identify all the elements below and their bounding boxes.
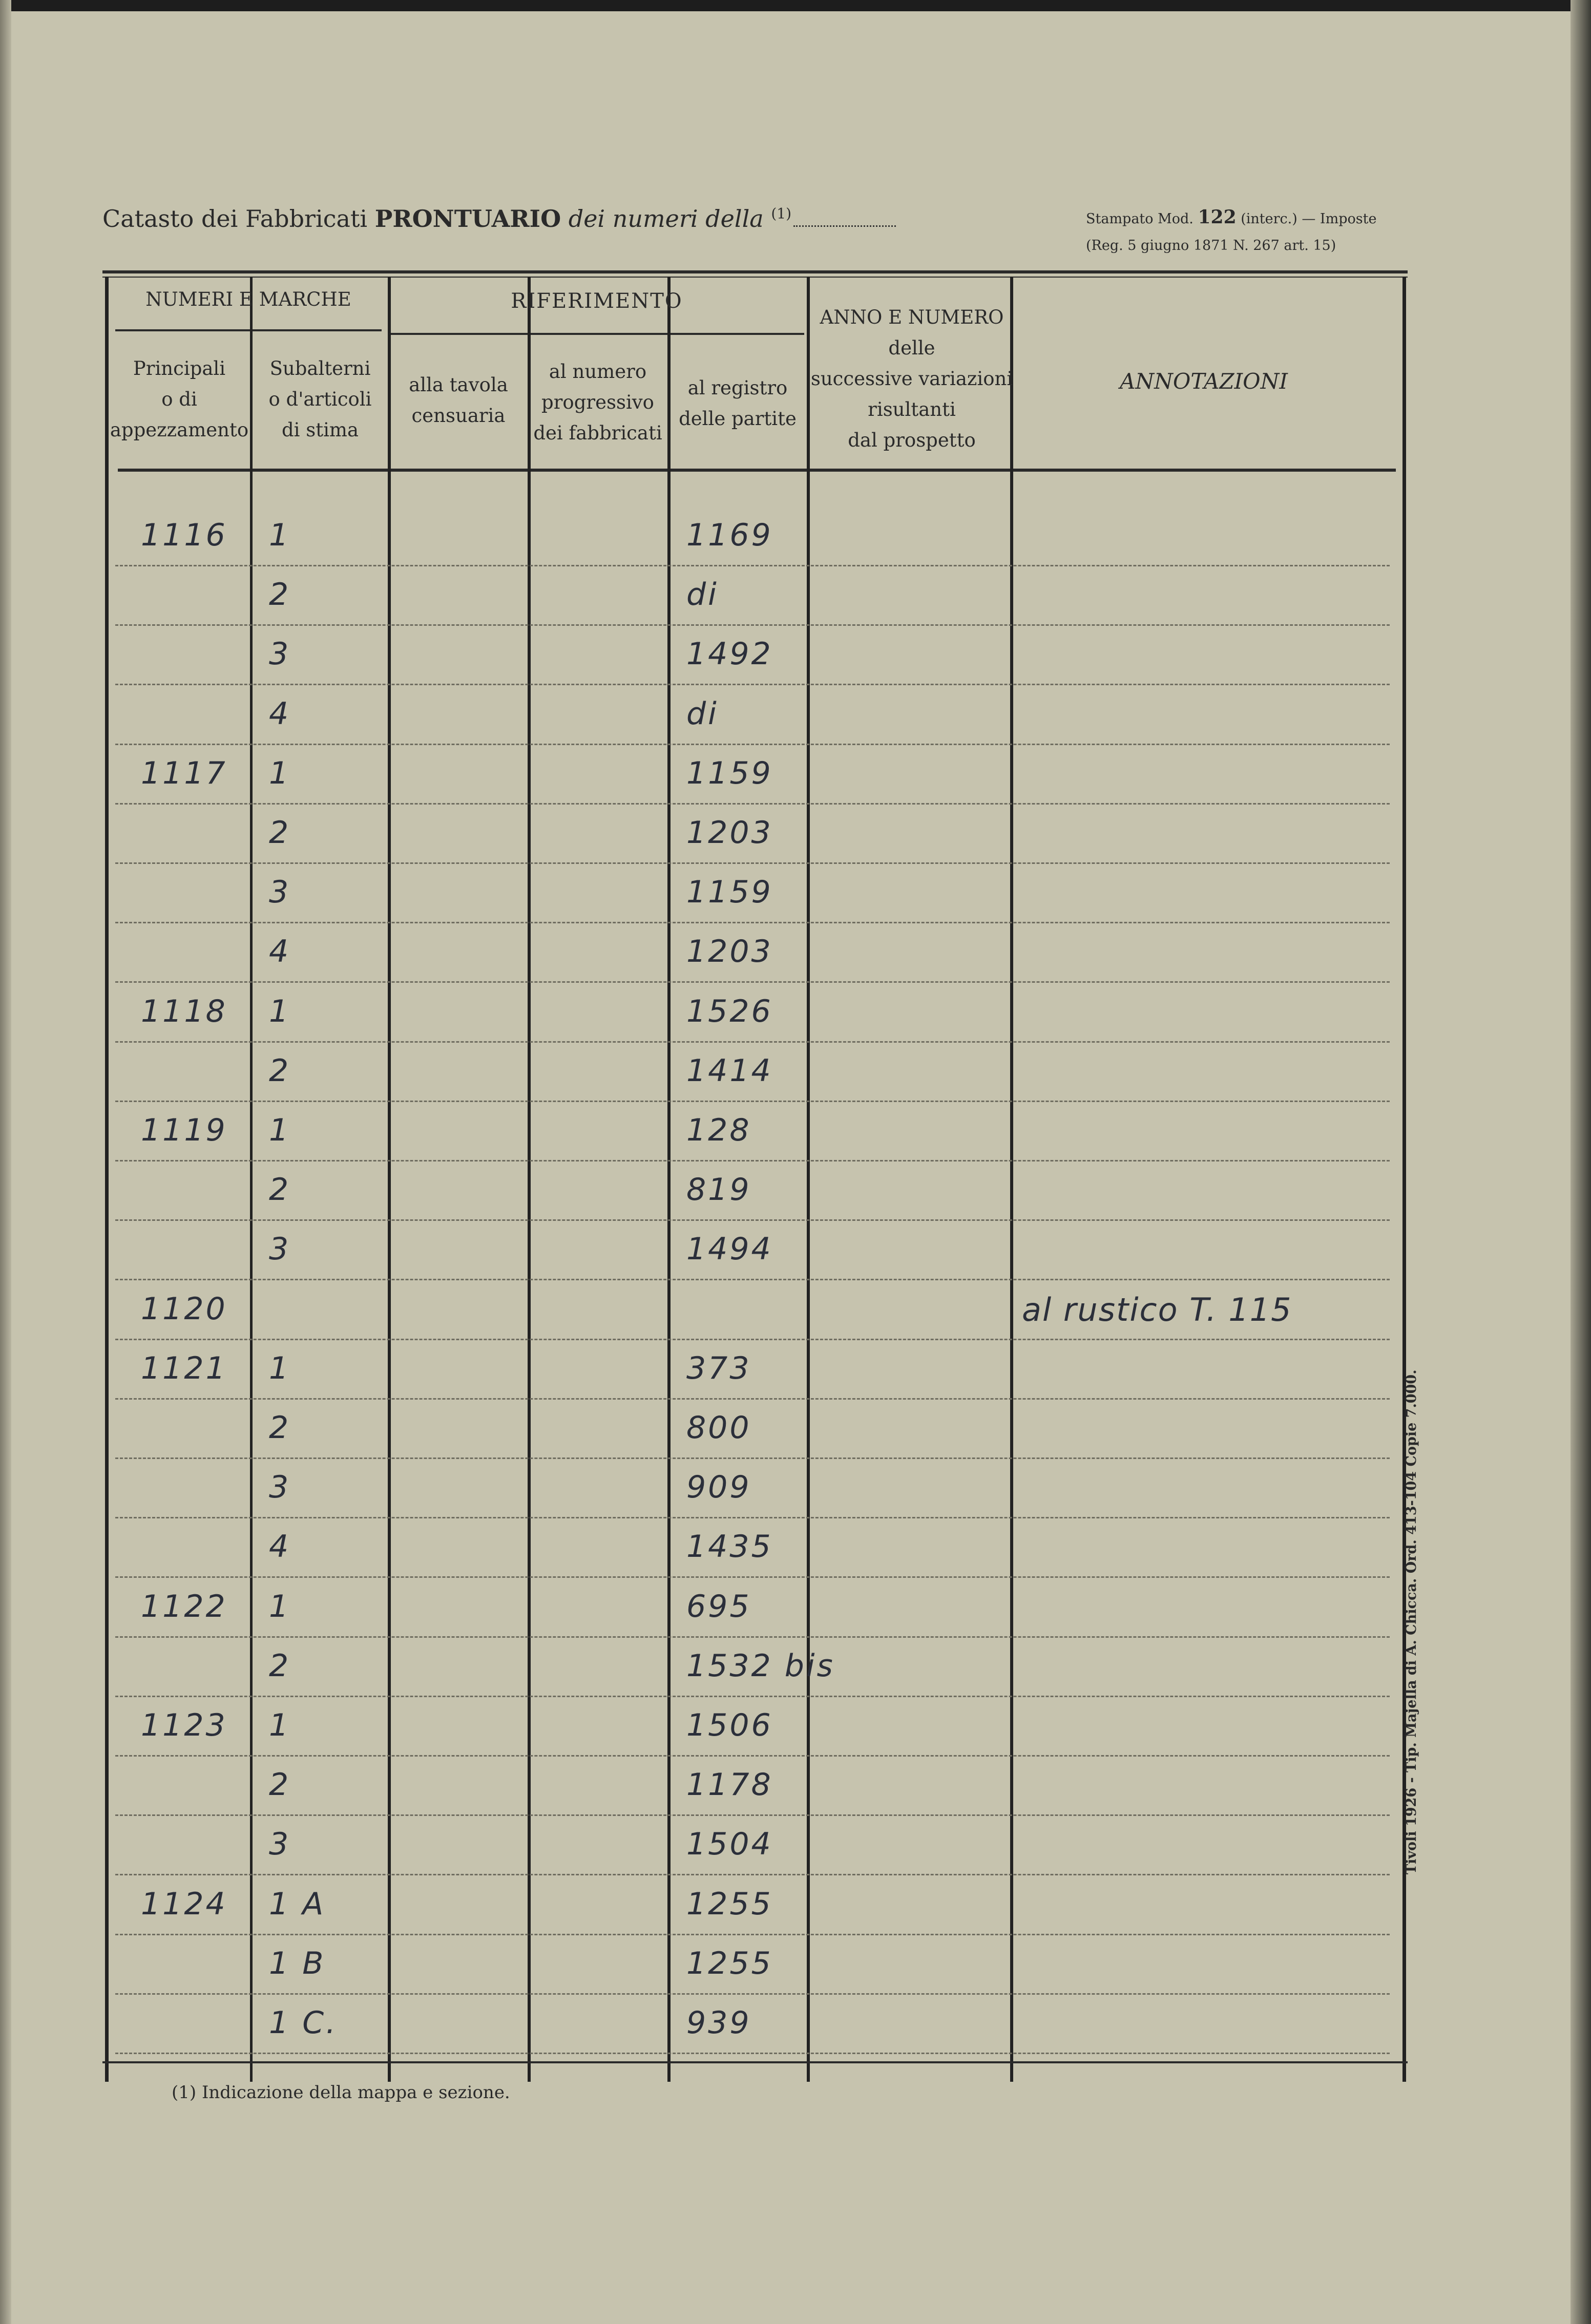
row-8-principale: 1118: [141, 994, 227, 1029]
header-numero-progressivo: [529, 356, 667, 449]
row-20-principale: 1123: [141, 1707, 227, 1743]
row-16-subalterno: 3: [269, 1469, 291, 1505]
row-13-principale: 1120: [141, 1291, 227, 1327]
row-rule-14: [115, 1398, 1390, 1400]
header-anno-l2: delle: [888, 337, 935, 359]
row-13-annotazione: al rustico T. 115: [1022, 1291, 1292, 1328]
header-numeri-rule: [115, 329, 382, 331]
column-divider-5: [807, 277, 810, 2082]
left-edge: [0, 0, 11, 2324]
row-19-subalterno: 2: [269, 1648, 291, 1684]
column-divider-3: [528, 277, 531, 2082]
header-progressivo-l2: progressivo: [541, 391, 654, 413]
header-subalterni: [251, 353, 389, 446]
row-5-subalterno: 2: [269, 815, 291, 851]
table-bottom-rule: [102, 2061, 1408, 2063]
header-subalterni-l3: di stima: [281, 419, 359, 441]
print-info-model: 122: [1198, 206, 1237, 228]
row-7-subalterno: 4: [269, 934, 291, 969]
row-23-subalterno: 1 A: [269, 1886, 326, 1922]
header-tavola-l2: censuaria: [411, 405, 506, 427]
row-rule-17: [115, 1576, 1390, 1578]
footnote: (1) Indicazione della mappa e sezione.: [172, 2082, 510, 2103]
row-3-registro: di: [686, 696, 719, 732]
table-top-rule: [102, 270, 1408, 273]
row-5-registro: 1203: [686, 815, 773, 851]
header-subalterni-l1: Subalterni: [269, 357, 371, 379]
row-23-registro: 1255: [686, 1886, 773, 1922]
row-18-principale: 1122: [141, 1589, 227, 1624]
row-rule-0: [115, 565, 1390, 566]
row-rule-1: [115, 624, 1390, 626]
header-anno-l1: ANNO E NUMERO: [820, 306, 1004, 328]
title-part2: PRONTUARIO: [374, 205, 561, 233]
row-12-subalterno: 3: [269, 1231, 291, 1267]
row-rule-5: [115, 862, 1390, 864]
row-21-subalterno: 2: [269, 1767, 291, 1803]
header-principali-l1: Principali: [133, 357, 226, 379]
row-21-registro: 1178: [686, 1767, 773, 1803]
row-4-principale: 1117: [141, 755, 227, 791]
header-progressivo-l1: al numero: [549, 361, 647, 383]
title-blank: [793, 225, 896, 227]
row-rule-20: [115, 1755, 1390, 1757]
column-divider-1: [250, 277, 253, 2082]
row-rule-21: [115, 1814, 1390, 1816]
row-16-registro: 909: [686, 1469, 751, 1505]
row-17-subalterno: 4: [269, 1529, 291, 1565]
row-8-subalterno: 1: [269, 994, 291, 1029]
row-22-registro: 1504: [686, 1826, 773, 1862]
print-info: [1086, 204, 1376, 259]
header-progressivo-l3: dei fabbricati: [533, 422, 662, 444]
row-2-subalterno: 3: [269, 636, 291, 672]
row-rule-9: [115, 1101, 1390, 1102]
column-divider-2: [388, 277, 391, 2082]
row-4-registro: 1159: [686, 755, 773, 791]
row-rule-4: [115, 803, 1390, 805]
row-rule-24: [115, 1993, 1390, 1995]
print-info-suffix: (interc.) — Imposte: [1241, 211, 1377, 227]
row-rule-3: [115, 744, 1390, 745]
row-rule-11: [115, 1219, 1390, 1221]
row-9-registro: 1414: [686, 1053, 773, 1089]
row-9-subalterno: 2: [269, 1053, 291, 1089]
title-part3: dei numeri della: [561, 205, 764, 233]
row-6-registro: 1159: [686, 874, 773, 910]
row-25-registro: 939: [686, 2005, 751, 2041]
row-24-subalterno: 1 B: [269, 1946, 326, 1981]
header-anno-numero: [809, 302, 1014, 456]
print-info-line2: (Reg. 5 giugno 1871 N. 267 art. 15): [1086, 238, 1336, 253]
header-numeri-marche: NUMERI E MARCHE: [145, 288, 351, 310]
row-18-registro: 695: [686, 1589, 751, 1624]
row-1-subalterno: 2: [269, 577, 291, 612]
row-rule-6: [115, 922, 1390, 923]
header-registro: [668, 373, 807, 434]
column-divider-4: [667, 277, 671, 2082]
row-0-registro: 1169: [686, 517, 773, 553]
row-rule-23: [115, 1934, 1390, 1935]
row-rule-25: [115, 2053, 1390, 2054]
row-rule-2: [115, 684, 1390, 685]
column-divider-0: [105, 277, 109, 2082]
row-18-subalterno: 1: [269, 1589, 291, 1624]
row-7-registro: 1203: [686, 934, 773, 969]
header-bottom-rule: [118, 469, 1396, 472]
header-tavola-l1: alla tavola: [409, 374, 508, 396]
row-11-subalterno: 2: [269, 1172, 291, 1208]
row-rule-8: [115, 1041, 1390, 1043]
header-principali: [108, 353, 251, 446]
row-4-subalterno: 1: [269, 755, 291, 791]
table-top-rule-thin: [102, 277, 1408, 278]
row-23-principale: 1124: [141, 1886, 227, 1922]
row-24-registro: 1255: [686, 1946, 773, 1981]
top-edge: [0, 0, 1591, 11]
row-17-registro: 1435: [686, 1529, 773, 1565]
row-rule-7: [115, 981, 1390, 983]
header-anno-l5: dal prospetto: [848, 429, 976, 451]
row-14-registro: 373: [686, 1350, 751, 1386]
header-subalterni-l2: o d'articoli: [268, 388, 372, 410]
right-edge: [1571, 0, 1591, 2324]
row-rule-18: [115, 1636, 1390, 1638]
row-0-subalterno: 1: [269, 517, 291, 553]
print-info-prefix: Stampato Mod.: [1086, 211, 1194, 227]
header-tavola: [389, 370, 528, 431]
row-0-principale: 1116: [141, 517, 227, 553]
column-divider-6: [1010, 277, 1013, 2082]
row-10-subalterno: 1: [269, 1112, 291, 1148]
row-11-registro: 819: [686, 1172, 751, 1208]
form-title: [102, 205, 896, 233]
row-12-registro: 1494: [686, 1231, 773, 1267]
row-rule-13: [115, 1339, 1390, 1340]
header-anno-l4: risultanti: [868, 398, 956, 420]
header-registro-l2: delle partite: [679, 408, 797, 430]
title-part1: Catasto dei Fabbricati: [102, 205, 375, 233]
header-registro-l1: al registro: [687, 377, 788, 399]
header-riferimento: RIFERIMENTO: [511, 289, 683, 313]
row-10-principale: 1119: [141, 1112, 227, 1148]
header-anno-l3: successive variazioni: [810, 368, 1013, 390]
row-20-registro: 1506: [686, 1707, 773, 1743]
row-1-registro: di: [686, 577, 719, 612]
row-6-subalterno: 3: [269, 874, 291, 910]
row-14-subalterno: 1: [269, 1350, 291, 1386]
header-annotazioni: ANNOTAZIONI: [1120, 369, 1288, 394]
row-rule-22: [115, 1874, 1390, 1875]
row-15-registro: 800: [686, 1410, 751, 1446]
row-8-registro: 1526: [686, 994, 773, 1029]
title-sup: (1): [771, 205, 791, 222]
row-rule-12: [115, 1279, 1390, 1280]
row-rule-19: [115, 1696, 1390, 1697]
header-riferimento-rule: [389, 333, 804, 335]
row-10-registro: 128: [686, 1112, 751, 1148]
row-2-registro: 1492: [686, 636, 773, 672]
row-19-registro: 1532 bis: [686, 1648, 835, 1684]
header-principali-l2: o di: [161, 388, 197, 410]
row-25-subalterno: 1 C.: [269, 2005, 338, 2041]
row-rule-10: [115, 1160, 1390, 1161]
row-22-subalterno: 3: [269, 1826, 291, 1862]
row-3-subalterno: 4: [269, 696, 291, 732]
row-20-subalterno: 1: [269, 1707, 291, 1743]
header-principali-l3: appezzamento: [110, 419, 249, 441]
row-rule-16: [115, 1517, 1390, 1518]
row-rule-15: [115, 1457, 1390, 1459]
printer-imprint: Tivoli 1926 - Tip. Majella di A. Chicca. Ord. 413-104 Copie 7.000.: [1404, 1369, 1419, 1874]
row-15-subalterno: 2: [269, 1410, 291, 1446]
row-14-principale: 1121: [141, 1350, 227, 1386]
